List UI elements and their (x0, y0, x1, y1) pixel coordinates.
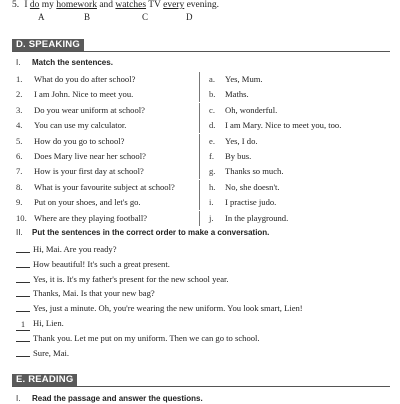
left-number: 6. (16, 151, 23, 161)
conversation-text: Hi, Mai. Are you ready? (33, 244, 117, 254)
right-letter: j. (209, 212, 214, 223)
right-sentence: I am Mary. Nice to meet you, too. (225, 120, 342, 131)
left-number: 1. (16, 74, 23, 84)
right-letter: f. (209, 151, 215, 161)
right-letter: h. (209, 181, 216, 192)
order-blank[interactable]: 1 (16, 320, 30, 331)
right-sentence: I practise judo. (225, 197, 277, 208)
conversation-text: Sure, Mai. (33, 347, 70, 358)
instruction-text: Read the passage and answer the questions. (32, 394, 203, 403)
column-divider (199, 180, 200, 195)
match-row (16, 118, 390, 133)
conversation-text: Yes, just a minute. Oh, you're wearing the new uniform. You look smart, Lien! (33, 303, 303, 314)
q5-text: my (39, 0, 57, 10)
right-letter: b. (209, 89, 216, 100)
left-number: 3. (16, 104, 23, 115)
match-row (16, 103, 390, 118)
match-row (16, 149, 390, 164)
question-number: 5. (12, 0, 20, 10)
match-row (16, 72, 390, 87)
right-letter: d. (209, 120, 216, 131)
conversation-line (16, 316, 390, 331)
match-row (16, 180, 390, 195)
left-sentence: What is your favourite subject at school? (34, 181, 175, 192)
left-number: 7. (16, 166, 23, 177)
part-number: II. (16, 228, 23, 237)
conversation-text: Thank you. Let me put on my uniform. Then we can go to school. (33, 332, 260, 343)
conversation-line (16, 331, 390, 346)
match-row (16, 164, 390, 179)
section-title-reading: E. READING (12, 374, 77, 386)
q5-option-b: homework (56, 0, 97, 10)
match-row (16, 87, 390, 102)
q5-option-letters (38, 12, 238, 22)
q5-option-a: do (29, 0, 40, 10)
q5-text: TV (146, 0, 164, 10)
right-sentence: Yes, Mum. (225, 74, 263, 84)
conversation-text: Thanks, Mai. Is that your new bag? (33, 288, 155, 299)
left-sentence: Does Mary live near her school? (34, 151, 146, 161)
instruction-order (16, 228, 269, 238)
right-sentence: Yes, I do. (225, 135, 258, 146)
order-blank[interactable] (16, 272, 30, 283)
right-sentence: By bus. (225, 151, 252, 161)
left-sentence: Put on your shoes, and let's go. (34, 197, 141, 208)
conversation-line (16, 242, 390, 257)
column-divider (199, 72, 200, 87)
left-number: 9. (16, 197, 23, 208)
order-blank[interactable] (16, 346, 30, 357)
left-sentence: Do you wear uniform at school? (34, 104, 145, 115)
right-letter: g. (209, 166, 216, 177)
conversation-line (16, 272, 390, 287)
conversation-line (16, 346, 390, 361)
q5-option-d: every (163, 0, 185, 10)
letter-c: C (142, 12, 149, 22)
right-letter: i. (209, 197, 214, 208)
right-letter: c. (209, 104, 215, 115)
letter-a: A (38, 12, 45, 22)
column-divider (199, 103, 200, 118)
conversation-text: Yes, it is. It's my father's present for the new school year. (33, 273, 229, 284)
section-title-speaking: D. SPEAKING (12, 39, 84, 51)
question-5 (12, 0, 219, 11)
left-sentence: I am John. Nice to meet you. (34, 89, 134, 100)
right-sentence: Thanks so much. (225, 166, 284, 177)
left-sentence: How do you go to school? (34, 135, 125, 146)
left-sentence: What do you do after school? (34, 74, 136, 84)
q5-text: I (24, 0, 30, 10)
section-rule (12, 386, 390, 387)
right-sentence: Oh, wonderful. (225, 104, 278, 115)
column-divider (199, 118, 200, 133)
instruction-match (16, 58, 113, 68)
instruction-text: Match the sentences. (32, 58, 113, 67)
right-sentence: Maths. (225, 89, 249, 100)
order-blank[interactable] (16, 257, 30, 268)
left-sentence: You can use my calculator. (34, 120, 127, 131)
q5-text: and (96, 0, 116, 10)
left-number: 2. (16, 89, 23, 100)
left-number: 5. (16, 135, 23, 146)
column-divider (199, 149, 200, 164)
order-blank[interactable] (16, 286, 30, 297)
instruction-text: Put the sentences in the correct order to make a conversation. (32, 228, 270, 237)
conversation-line (16, 257, 390, 272)
part-number: I. (16, 58, 21, 67)
instruction-reading (16, 394, 203, 404)
right-sentence: No, she doesn't. (225, 181, 280, 192)
right-letter: e. (209, 135, 215, 146)
order-blank[interactable] (16, 242, 30, 253)
match-row (16, 134, 390, 149)
match-row (16, 211, 390, 226)
column-divider (199, 211, 200, 226)
conversation-line (16, 286, 390, 301)
order-blank[interactable] (16, 301, 30, 312)
q5-text: evening. (184, 0, 220, 10)
left-number: 8. (16, 181, 23, 192)
left-sentence: Where are they playing football? (34, 212, 148, 223)
match-row (16, 195, 390, 210)
order-blank[interactable] (16, 331, 30, 342)
conversation-text: Hi, Lien. (33, 318, 64, 328)
conversation-line (16, 301, 390, 316)
section-rule (12, 51, 390, 52)
column-divider (199, 87, 200, 102)
column-divider (199, 164, 200, 179)
q5-option-c: watches (115, 0, 147, 10)
letter-b: B (84, 12, 91, 22)
left-number: 4. (16, 120, 23, 131)
column-divider (199, 134, 200, 149)
letter-d: D (186, 12, 193, 22)
right-letter: a. (209, 74, 215, 84)
right-sentence: In the playground. (225, 212, 289, 223)
part-number: I. (16, 394, 21, 403)
left-sentence: How is your first day at school? (34, 166, 144, 177)
conversation-text: How beautiful! It's such a great present. (33, 258, 170, 269)
column-divider (199, 195, 200, 210)
left-number: 10. (16, 212, 27, 223)
